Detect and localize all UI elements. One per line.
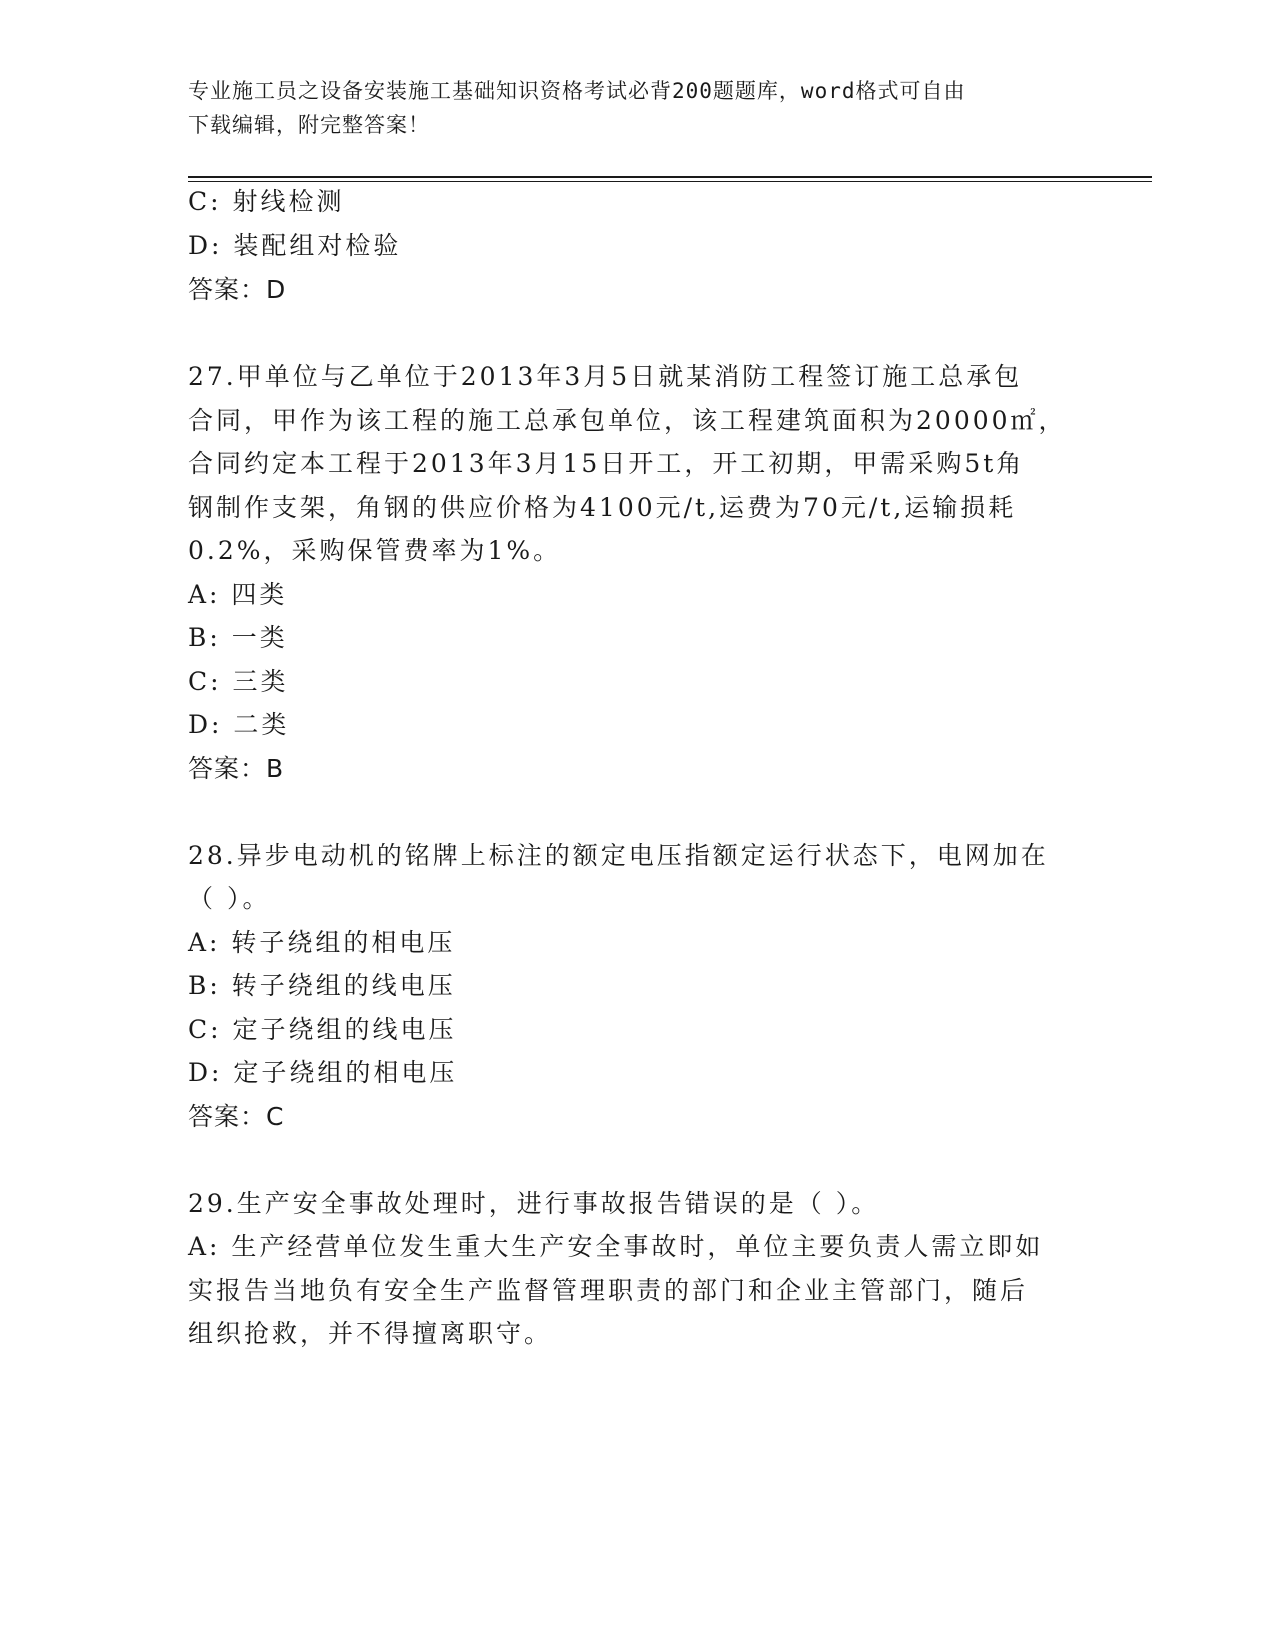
q28-stem-line: 28.异步电动机的铭牌上标注的额定电压指额定运行状态下，电网加在 — [188, 841, 1049, 870]
q27-option-b: B: 一类 — [188, 623, 288, 652]
q27-answer: 答案：B — [188, 754, 285, 783]
q27-option-c: C: 三类 — [188, 667, 289, 696]
q28-option-a: A: 转子绕组的相电压 — [188, 928, 456, 957]
q26-option-d: D: 装配组对检验 — [188, 231, 402, 260]
q26-option-c: C: 射线检测 — [188, 187, 345, 216]
q28-stem-line: （ ）。 — [188, 884, 271, 913]
header-divider-thick — [188, 176, 1152, 178]
q26-answer: 答案：D — [188, 275, 287, 304]
q28-option-c: C: 定子绕组的线电压 — [188, 1015, 457, 1044]
q29-stem-line: 29.生产安全事故处理时，进行事故报告错误的是（ ）。 — [188, 1189, 880, 1218]
q27-stem-line: 合同，甲作为该工程的施工总承包单位，该工程建筑面积为20000㎡， — [188, 406, 1067, 435]
q28-option-d: D: 定子绕组的相电压 — [188, 1058, 458, 1087]
q28-answer: 答案：C — [188, 1102, 285, 1131]
header-line-1: 专业施工员之设备安装施工基础知识资格考试必背200题题库，word格式可自由 — [188, 79, 966, 103]
q27-stem-line: 27.甲单位与乙单位于2013年3月5日就某消防工程签订施工总承包 — [188, 362, 1023, 391]
header-line-2: 下载编辑，附完整答案！ — [188, 113, 430, 137]
q28-option-b: B: 转子绕组的线电压 — [188, 971, 456, 1000]
q27-option-a: A: 四类 — [188, 580, 288, 609]
q29-option-a-line: 组织抢救，并不得擅离职守。 — [188, 1319, 553, 1348]
q27-stem-line: 0.2%，采购保管费率为1%。 — [188, 536, 562, 565]
q27-stem-line: 合同约定本工程于2013年3月15日开工，开工初期，甲需采购5t角 — [188, 449, 1025, 478]
q29-option-a-line: A: 生产经营单位发生重大生产安全事故时，单位主要负责人需立即如 — [188, 1232, 1044, 1261]
q27-stem-line: 钢制作支架，角钢的供应价格为4100元/t,运费为70元/t,运输损耗 — [188, 493, 1017, 522]
q29-option-a-line: 实报告当地负有安全生产监督管理职责的部门和企业主管部门，随后 — [188, 1276, 1029, 1305]
page-header — [188, 74, 1088, 142]
q27-option-d: D: 二类 — [188, 710, 290, 739]
header-divider-thin — [188, 181, 1152, 182]
